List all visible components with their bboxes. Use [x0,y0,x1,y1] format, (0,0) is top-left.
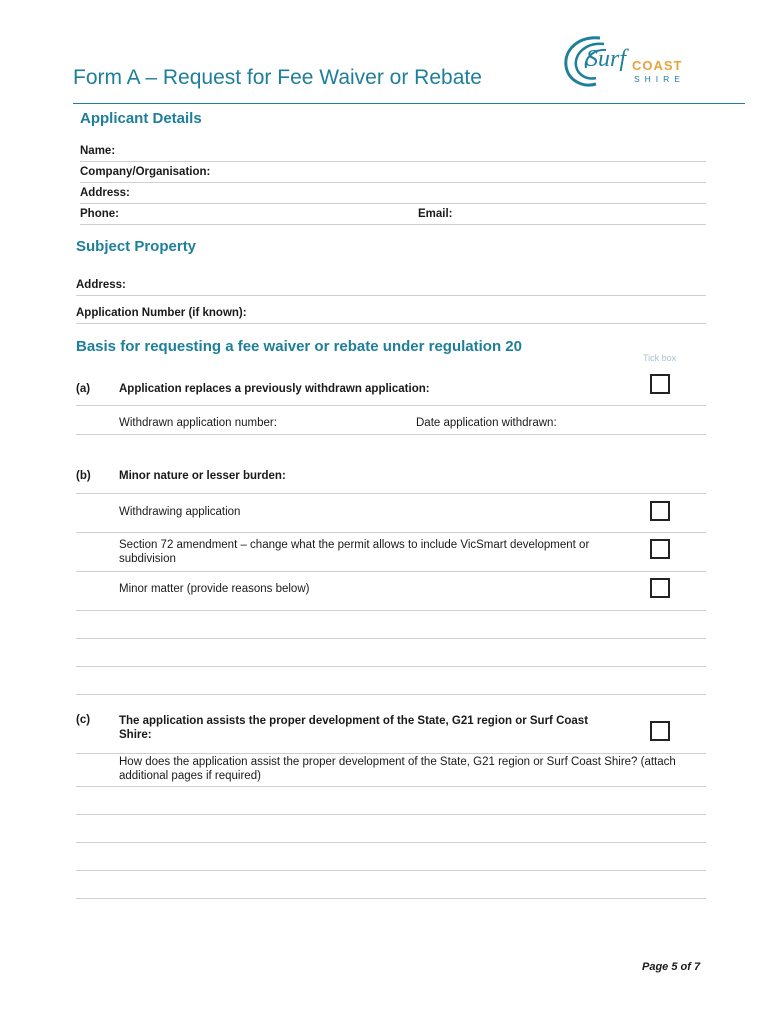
option-b-section72-label: Section 72 amendment – change what the permit allows to include VicSmart development or subdivision [119,539,590,565]
basis-heading: Basis for requesting a fee waiver or rebate under regulation 20 [76,338,522,355]
name-label: Name: [80,145,116,157]
answer-line[interactable] [76,814,706,815]
option-a-marker: (a) [76,383,91,395]
divider [76,493,706,494]
answer-line[interactable] [76,870,706,871]
option-b-withdrawing-label: Withdrawing application [119,506,241,518]
reasons-line[interactable] [76,694,706,695]
company-label: Company/Organisation: [80,166,211,178]
logo-word-shire: SHIRE [634,74,685,84]
option-b-minor-matter-label: Minor matter (provide reasons below) [119,583,310,595]
applicant-details-heading: Applicant Details [80,110,202,127]
subject-property-heading: Subject Property [76,238,197,255]
option-a-checkbox[interactable] [650,374,670,394]
option-b-section72-checkbox[interactable] [650,539,670,559]
logo-word-surf: Surf [586,46,627,72]
company-field-line[interactable] [80,182,706,183]
answer-line[interactable] [76,842,706,843]
application-number-label: Application Number (if known): [76,307,247,319]
page-title: Form A – Request for Fee Waiver or Rebate [73,66,482,89]
applicant-address-field-line[interactable] [80,203,706,204]
option-c-checkbox[interactable] [650,721,670,741]
option-b-withdrawing-checkbox[interactable] [650,501,670,521]
withdrawn-details-field-line[interactable] [76,434,706,435]
property-address-label: Address: [76,279,126,291]
option-a-label: Application replaces a previously withdrawn application: [119,383,430,395]
divider [76,753,706,754]
divider [76,405,706,406]
logo-word-coast: COAST [632,58,683,73]
divider [76,532,706,533]
answer-line[interactable] [76,898,706,899]
name-field-line[interactable] [80,161,706,162]
divider [76,571,706,572]
reasons-line[interactable] [76,666,706,667]
option-b-marker: (b) [76,470,91,482]
title-divider [73,103,745,104]
option-b-label: Minor nature or lesser burden: [119,470,286,482]
option-c-question: How does the application assist the proper development of the State, G21 region or Surf Coast Shire? (attach additional pages if required) [119,756,676,782]
tick-box-label: Tick box [643,353,677,363]
phone-email-field-line[interactable] [80,224,706,225]
answer-line[interactable] [76,786,706,787]
page-number: Page 5 of 7 [642,961,701,973]
surf-coast-shire-logo [560,32,700,90]
application-number-field-line[interactable] [76,323,706,324]
option-c-label: The application assists the proper development of the State, G21 region or Surf Coast Shire: [119,715,589,741]
applicant-address-label: Address: [80,187,130,199]
option-c-marker: (c) [76,714,91,726]
option-b-minor-matter-checkbox[interactable] [650,578,670,598]
reasons-line[interactable] [76,610,706,611]
withdrawn-number-label: Withdrawn application number: [119,417,277,429]
property-address-field-line[interactable] [76,295,706,296]
date-withdrawn-label: Date application withdrawn: [416,417,557,429]
email-label: Email: [418,208,453,220]
phone-label: Phone: [80,208,119,220]
reasons-line[interactable] [76,638,706,639]
